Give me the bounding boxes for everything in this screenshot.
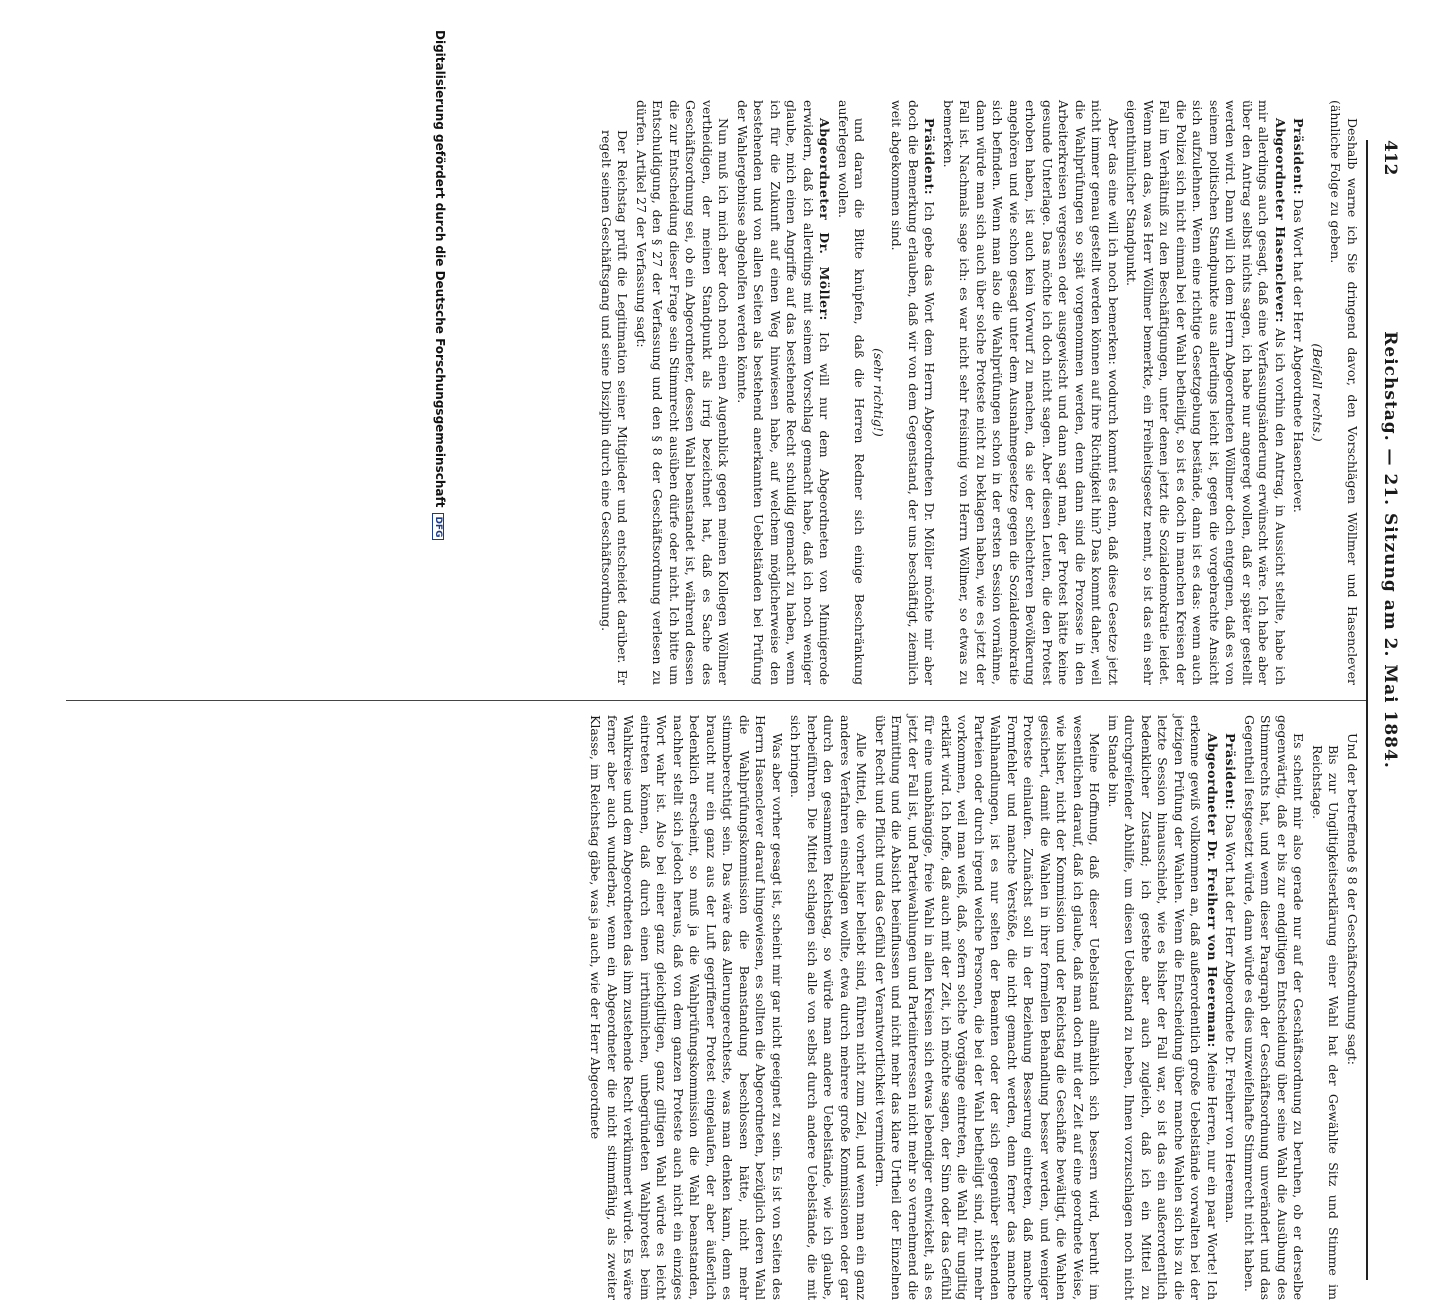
speech-paragraph	[1123, 100, 1288, 685]
text-paragraph: Aber das eine will ich noch bemerken: wodurch kommt es denn, daß diese Gesetze jetzt nicht immer genau gestellt werden können auf ihre Richtigkeit hin? Das kommt daher, weil die Wahlprüfungen so spät vorgenommen werden, denn dann sind die Prozesse in den Arbeiterkreisen vergessen oder ausgewischt und dann sagt man, der Protest hätte keine gesunde Unterlage. Das möchte ich doch nicht sagen. Aber diesen Leuten, die den Protest erhoben haben, ist auch kein Vorwurf zu machen, da sie der schlechteren Bevölkerung angehören und wie schon gesagt unter dem Ausnahmegesetze gegen die Sozialdemokratie sich befinden. Wenn man also die Wahlprüfungen schon in der ersten Session vornähme, dann würde man sich auch über solche Proteste nicht zu beklagen haben, wie es jetzt der Fall ist. Nachmals sage ich: es war nicht sehr freisinnig von Herrn Wöllmer, so etwas zu bemerken.	[941, 100, 1121, 685]
header-rule	[1366, 140, 1368, 1280]
speech-paragraph	[1105, 715, 1221, 1300]
speaker-name: Abgeordneter Hasenclever:	[1273, 118, 1288, 324]
speaker-name: Abgeordneter Dr. Möller:	[817, 118, 833, 321]
text-paragraph: und daran die Bitte knüpfen, daß die Herren Redner sich einige Beschränkung auferlegen wollen.	[836, 100, 868, 685]
stage-direction: (sehr richtig!)	[871, 348, 886, 437]
speaker-name: Abgeordneter Dr. Freiherr von Heereman:	[1205, 733, 1220, 1048]
speech-paragraph	[1290, 100, 1307, 685]
quoted-paragraph: Bis zur Ungiltigkeitserklärung einer Wahl hat der Gewählte Sitz und Stimme im Reichstage.	[1310, 745, 1342, 1300]
speaker-name: Präsident:	[1291, 118, 1307, 196]
speech-paragraph	[1222, 715, 1239, 1300]
text-paragraph: Nun muß ich mich aber doch noch einen Augenblick gegen meinen Kollegen Wöllmer vertheidigen, der meinen Standpunkt als irrig bezeichnet hat, daß es Sache des Geschäftsordnung sei, ob ein Abgeordneter, dessen Wahl beanstandet ist, während dessen die zur Entscheidung dieser Frage sein Stimmrecht ausüben dürfe oder nicht. Ich bitte um Entschuldigung, den § 27 der Verfassung und den § 8 der Geschäftsordnung verlesen zu dürfen. Artikel 27 der Verfassung sagt:	[634, 100, 732, 685]
speech-text: Ich will nur dem Abgeordneten von Minnigerode erwidern, daß ich allerdings mit seinem Vorschlag gemacht habe, daß ich noch weniger glaube, mich einen Angriffe auf das bestehende Recht schuldig gemacht zu haben, wenn ich für die Zukunft auf einen Weg hinwiesen habe, auf welchem möglicherweise den bestehenden und von allen Seiten als bestehend anerkannten Uebelständen bei Prüfung der Wahlergebnisse abgeholfen werden könnte.	[735, 100, 833, 685]
speech-text: Das Wort hat der Herr Abgeordnete Hasenclever.	[1291, 199, 1307, 513]
speech-paragraph	[888, 100, 938, 685]
footer-text: Digitalisierung gefördert durch die Deutsche Forschungsgemeinschaft	[433, 30, 447, 508]
page-number: 412	[1380, 140, 1400, 176]
speech-text: Ich gebe das Wort dem Herrn Abgeordneten Dr. Möller möchte mir aber doch die Bemerkung erlauben, daß wir von dem Gegenstand, der uns beschäftigt, ziemlich weit abgekommen sind.	[889, 100, 938, 685]
digitization-footer	[432, 30, 447, 980]
left-column	[596, 100, 1361, 685]
page-header	[1370, 140, 1404, 960]
text-paragraph: Alle Mittel, die vorher hier beliebt sind, führen nicht zum Ziel, und wenn man ein ganz anderes Verfahren einschlagen wollte, etwa durch mehrere große Kommissionen oder gar durch den gesammten Reichstag, so würde man andere Uebelstände, wie ich glaube, herbeiführen. Die Mittel schlagen sich alle von selbst durch andere Uebelstände, die mit sich bringen.	[788, 715, 870, 1300]
stage-direction: (Beifall rechts.)	[1310, 343, 1325, 442]
text-paragraph: Und der betreffende § 8 der Geschäftsordnung sagt:	[1345, 733, 1360, 1066]
page-title: Reichstag. — 21. Sitzung am 2. Mai 1884.	[1380, 331, 1400, 769]
text-paragraph: Deshalb warne ich Sie dringend davor, den Vorschlägen Wöllmer und Hasenclever (ähnliche Folge zu geben.	[1328, 100, 1360, 685]
speaker-name: Präsident:	[922, 118, 938, 196]
text-paragraph: Meine Hoffnung, daß dieser Uebelstand allmählich sich bessern wird, beruht im wesentlichen darauf, daß ich glaube, daß man doch mit der Zeit auf eine geordnete Weise, wie bisher, nicht der Kommission und der Reichstag die Geschäfte bewältigt, die Wahlen gesichert, damit die Wahlen in ihrer formellen Behandlung besser werden, und weniger Proteste einlaufen. Zunächst soll in der Beziehung Besserung eintreten, daß manche Formfehler und manche Verstöße, die nicht gemacht werden, denn ferner das manche Wahlhandlungen, ist es nur selten der Beamten oder der sich gegenüber stehenden Parteien oder durch irgend welche Personen, die bei der Wahl betheiligt sind, nicht mehr vorkommen, weil man weiß, daß, sofern solche Vorgänge eintreten, die Wahl für ungiltig erklärt wird. Ich hoffe, daß auch mit der Zeit, ich möchte sagen, der Sinn oder das Gefühl für eine unabhängige, freie Wahl in allen Kreisen sich etwas lebendiger entwickelt, als es jetzt der Fall ist, und Parteiwahlungen und Parteiinteressen nicht mehr so vernehmend die Ermittlung und die Absicht beeinflussen und nicht mehr das klare Urtheil der Einzelnen über Recht und Pflicht und das Gefühl der Verantwortlichkeit vermindern.	[873, 715, 1103, 1300]
dfg-logo: DFG	[432, 513, 444, 540]
column-divider	[66, 700, 1366, 701]
speech-text: Das Wort hat der Herr Abgeordnete Dr. Freiherr von Heereman.	[1223, 814, 1239, 1224]
quoted-paragraph: Der Reichstag prüft die Legitimation seiner Mitglieder und entscheidet darüber. Er regelt seinen Geschäftsgang und seine Disziplin durch eine Geschäftsordnung.	[599, 130, 631, 685]
speech-text: Meine Herren, nur ein paar Worte! Ich erkenne gewiß vollkommen an, daß außerordentlich große Uebelstände vorwalten bei der jetzigen Prüfung der Wahlen. Wenn die Entscheidung über manche Wahlen sich bis zu die letzte Session hinausschiebt, wie es bisher der Fall war, so ist das ein außerordentlich bedenklicher Zustand; ich gestehe aber auch zugleich, daß ich ein Mittel zu durchgreifender Abhilfe, um diesen Uebelstand zu heben, Ihnen vorzuschlagen noch nicht im Stande bin.	[1106, 715, 1220, 1300]
speech-text: Als ich vorhin den Antrag, in Aussicht stellte, habe ich mir allerdings auch gesagt, daß eine Verfassungsänderung erwünscht wäre. Ich habe aber über den Antrag selbst nichts sagen, ich habe nur angeregt wollen, daß er später gestellt werden wird. Dann will ich dem Herrn Abgeordneten Wöllmer doch entgegnen, daß es von seinem politischen Standpunkte aus allerdings leicht ist, gegen die vorgebrachte Ansicht sich aufzulehnen. Wenn eine richtige Gesetzgebung bestände, dann ist es das: wenn auch die Polizei sich nicht einmal bei der Wahl betheiligt, so ist es doch in manchen Kreisen der Fall im Verhältniß zu den Beschäftigungen, unter denen jetzt die Sozialdemokratie leidet. Wenn man das, was Herr Wöllmer bemerkte, ein Freiheitsgesetz nennt, so ist das ein sehr eigenthümlicher Standpunkt.	[1124, 100, 1288, 685]
text-paragraph: Was aber vorher gesagt ist, scheint mir gar nicht geeignet zu sein. Es ist von Seiten des Herrn Hasenclever darauf hingewiesen, es sollten die Abgeordneten, bezüglich deren Wahl die Wahlprüfungskommission die Beanstandung beschlossen hätte, nicht mehr stimmberechtigt sein. Das wäre das Allerungerechteste, was man denken kann, denn es braucht nur ein ganz aus der Luft gegriffener Protest eingelaufen, der aber äußerlich bedenklich erscheint, so muß ja die Wahlprüfungskommission die Wahl beanstanden, nachher stellt sich jedoch heraus, daß von dem ganzen Proteste auch nicht ein einziges Wort wahr ist. Also bei einer ganz gleichgiltigen, ganz giltigen Wahl würde es leicht eintreten können, daß durch einen irrthümlichen, unbegründeten Wahlprotest beim Wahlkreise und dem Abgeordneten das ihm zustehende Recht verkümmert würde. Es wäre ferner aber auch wunderbar, wenn ein Abgeordneter die nicht stimmfähig, als zweiter Klasse, im Reichstag gäbe, was ja auch, wie der Herr Abgeordnete	[588, 715, 785, 1300]
speech-paragraph	[734, 100, 833, 685]
right-column	[585, 715, 1360, 1300]
text-paragraph: Es scheint mir also gerade nur auf der Geschäftsordnung zu beruhen, ob er derselbe gegenwärtig, daß er bis zur endgiltigen Entscheidung über seine Wahl die Ausübung des Stimmrechts hat, und wenn dieser Paragraph der Geschäftsordnung unverändert und das Gegentheil festgesetzt würde, dann würde es dies unzweifelhafte Stimmrecht nicht haben.	[1242, 715, 1307, 1300]
speaker-name: Präsident:	[1223, 733, 1239, 811]
